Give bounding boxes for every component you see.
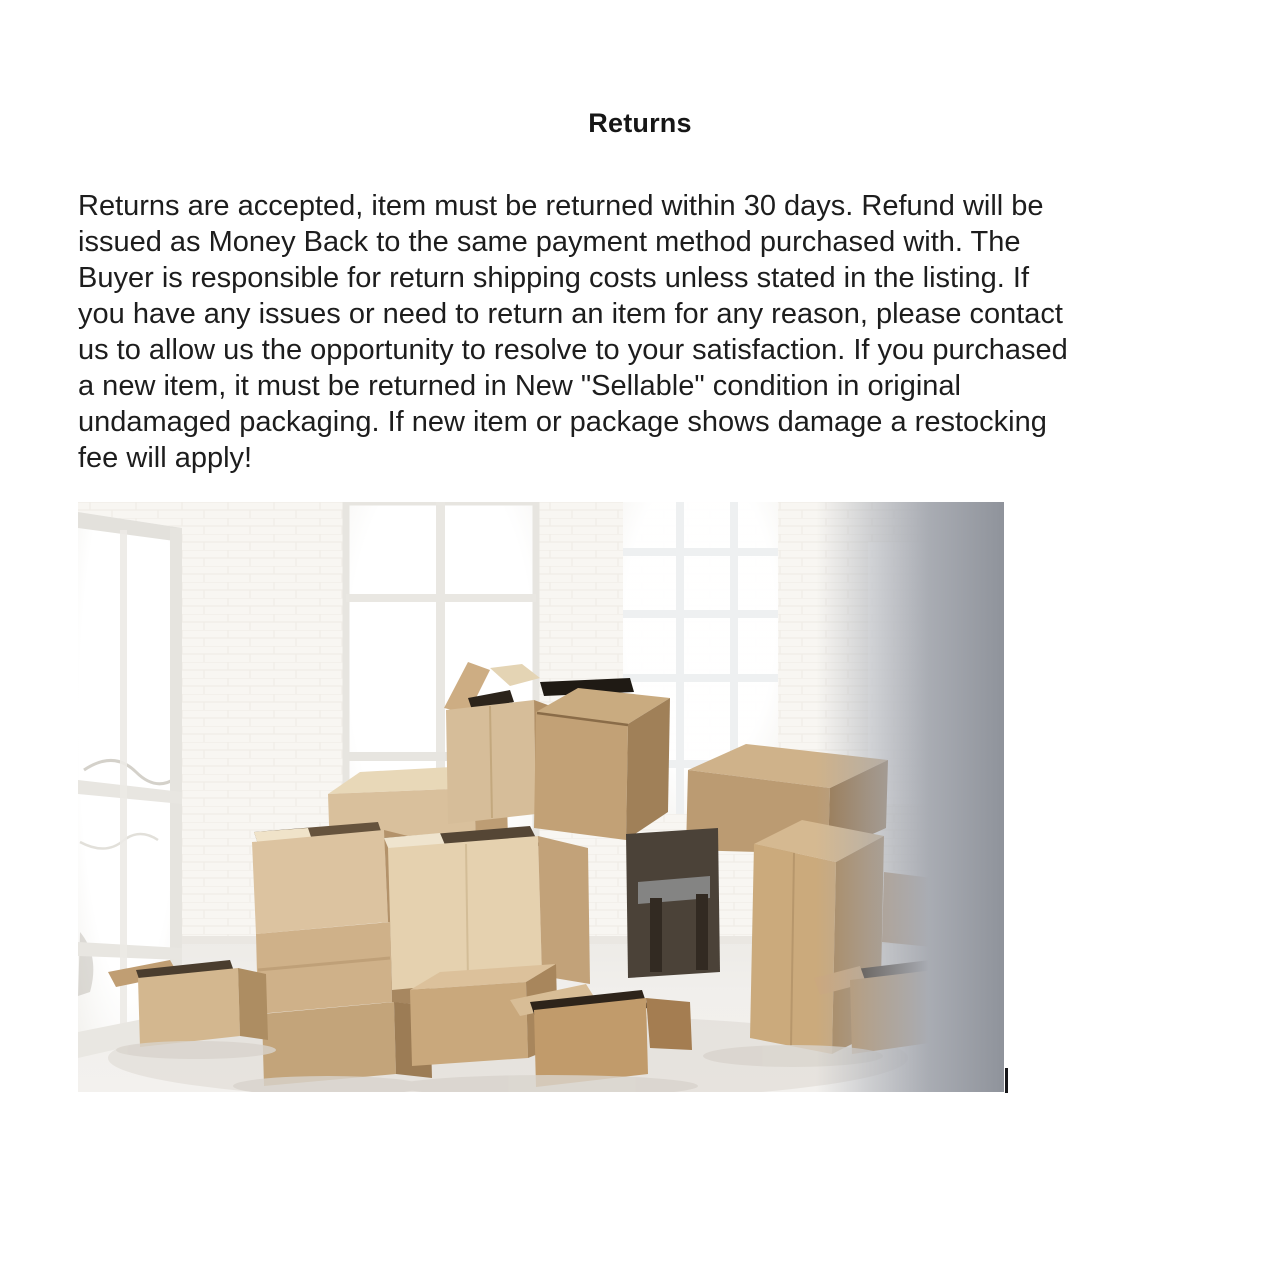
text-cursor xyxy=(1005,1068,1008,1093)
paragraph-line: undamaged packaging. If new item or package shows damage a restocking xyxy=(78,406,1047,438)
paragraph-line: us to allow us the opportunity to resolve to your satisfaction. If you purchased xyxy=(78,334,1068,366)
page-title: Returns xyxy=(588,108,692,138)
boxes-photo-illustration xyxy=(78,502,1004,1092)
cardboard-box-open xyxy=(384,826,590,990)
paragraph-line: Buyer is responsible for return shipping costs unless stated in the listing. If xyxy=(78,262,1030,294)
paragraph-line: issued as Money Back to the same payment method purchased with. The xyxy=(78,226,1021,258)
shadow-gap xyxy=(626,828,720,978)
returns-policy-paragraph xyxy=(78,188,1208,476)
gray-foreground-wall xyxy=(816,502,1004,1092)
cardboard-box xyxy=(262,1002,432,1086)
paragraph-line: you have any issues or need to return an item for any reason, please contact xyxy=(78,298,1063,330)
paragraph-line: a new item, it must be returned in New "Sellable" condition in original xyxy=(78,370,961,402)
paragraph-line: Returns are accepted, item must be returned within 30 days. Refund will be xyxy=(78,190,1044,222)
boxes-photo xyxy=(78,502,1004,1092)
cardboard-box xyxy=(534,688,670,840)
paragraph-line: fee will apply! xyxy=(78,442,253,474)
